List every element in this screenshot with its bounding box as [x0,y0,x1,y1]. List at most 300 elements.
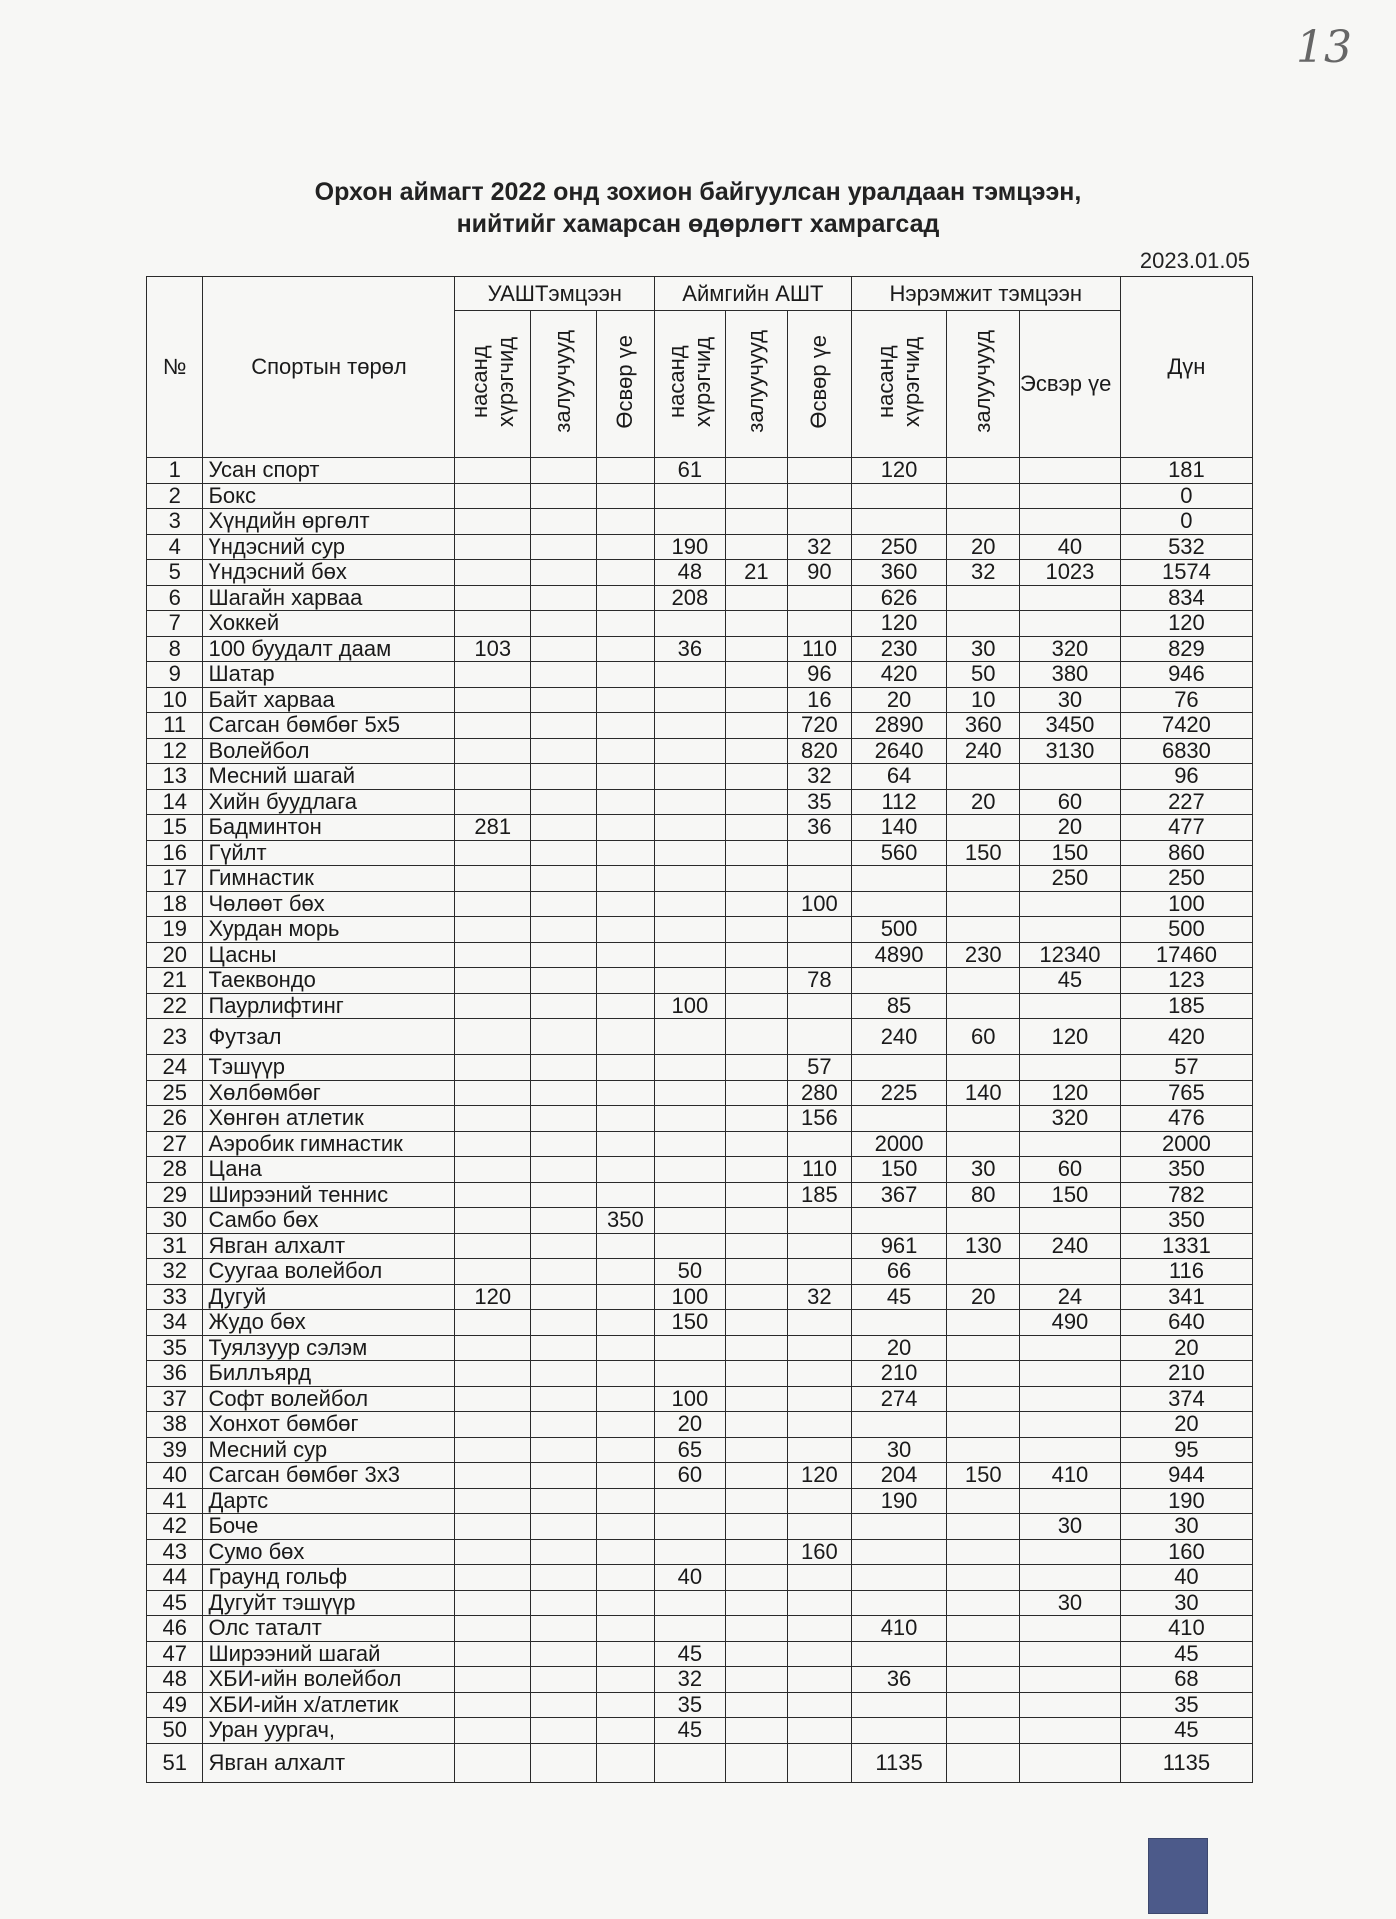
sport-name: Хоккей [203,611,455,637]
count-cell [788,585,852,611]
total-cell: 946 [1120,662,1252,688]
count-cell [655,687,726,713]
count-cell [851,1590,947,1616]
count-cell [596,1616,654,1642]
sport-name: Хөлбөмбөг [203,1080,455,1106]
count-cell: 140 [851,815,947,841]
count-cell [455,993,531,1019]
count-cell [725,1157,788,1183]
count-cell: 24 [1020,1284,1121,1310]
count-cell [455,1437,531,1463]
count-cell: 130 [947,1233,1020,1259]
count-cell [596,840,654,866]
total-cell: 210 [1120,1361,1252,1387]
count-cell [947,1539,1020,1565]
total-cell: 30 [1120,1590,1252,1616]
count-cell: 32 [788,534,852,560]
sport-name: Тэшүүр [203,1055,455,1081]
row-number: 51 [147,1743,203,1782]
sport-name: Сумо бөх [203,1539,455,1565]
count-cell [455,968,531,994]
count-cell: 45 [655,1641,726,1667]
header-number: № [147,277,203,458]
row-number: 29 [147,1182,203,1208]
count-cell [531,1131,597,1157]
table-row [147,1667,1253,1693]
count-cell [596,509,654,535]
count-cell [531,815,597,841]
count-cell [1020,1641,1121,1667]
count-cell [531,1463,597,1489]
count-cell [596,942,654,968]
count-cell [725,1386,788,1412]
count-cell [655,738,726,764]
count-cell [1020,917,1121,943]
document-title [0,176,1396,240]
count-cell: 45 [1020,968,1121,994]
count-cell [788,1310,852,1336]
sport-name: Граунд гольф [203,1565,455,1591]
sport-name: Бокс [203,483,455,509]
count-cell [531,585,597,611]
count-cell [851,968,947,994]
row-number: 19 [147,917,203,943]
count-cell [725,815,788,841]
count-cell [725,1590,788,1616]
sport-name: Хонхот бөмбөг [203,1412,455,1438]
count-cell [455,1590,531,1616]
table-row [147,1718,1253,1744]
count-cell [655,1616,726,1642]
count-cell: 150 [1020,840,1121,866]
count-cell: 32 [788,764,852,790]
sport-name: Ширээний шагай [203,1641,455,1667]
count-cell [947,917,1020,943]
count-cell [596,1437,654,1463]
sport-name: Таеквондо [203,968,455,994]
header-youth: залуучууд [531,311,597,458]
count-cell [455,1539,531,1565]
row-number: 14 [147,789,203,815]
sport-name: Явган алхалт [203,1743,455,1782]
count-cell [1020,1361,1121,1387]
total-cell: 45 [1120,1718,1252,1744]
count-cell [531,636,597,662]
count-cell [788,509,852,535]
count-cell [596,483,654,509]
count-cell [531,1019,597,1055]
count-cell [455,1718,531,1744]
count-cell: 48 [655,560,726,586]
header-adults: насанд хүрэгчид [851,311,947,458]
count-cell [725,1718,788,1744]
count-cell: 36 [655,636,726,662]
sport-name: Ширээний теннис [203,1182,455,1208]
count-cell [725,585,788,611]
count-cell [531,1182,597,1208]
count-cell [725,738,788,764]
count-cell: 2890 [851,713,947,739]
total-cell: 227 [1120,789,1252,815]
count-cell [947,1055,1020,1081]
count-cell [455,1208,531,1234]
count-cell [947,1106,1020,1132]
count-cell [655,1488,726,1514]
count-cell: 32 [655,1667,726,1693]
count-cell [531,509,597,535]
count-cell: 90 [788,560,852,586]
row-number: 8 [147,636,203,662]
sport-name: Усан спорт [203,458,455,484]
count-cell: 12340 [1020,942,1121,968]
count-cell [725,1641,788,1667]
total-cell: 7420 [1120,713,1252,739]
count-cell [531,1310,597,1336]
count-cell [596,1488,654,1514]
count-cell [1020,1539,1121,1565]
count-cell [531,1412,597,1438]
row-number: 27 [147,1131,203,1157]
count-cell: 150 [947,1463,1020,1489]
count-cell [1020,1208,1121,1234]
handwritten-page-number: 13 [1296,22,1352,73]
total-cell: 834 [1120,585,1252,611]
row-number: 37 [147,1386,203,1412]
count-cell [725,1259,788,1285]
count-cell [531,1565,597,1591]
count-cell [596,1157,654,1183]
header-total: Дүн [1120,277,1252,458]
count-cell [1020,1718,1121,1744]
table-row [147,1539,1253,1565]
count-cell [947,764,1020,790]
count-cell [455,866,531,892]
row-number: 6 [147,585,203,611]
count-cell: 281 [455,815,531,841]
sport-name: Олс таталт [203,1616,455,1642]
total-cell: 123 [1120,968,1252,994]
count-cell [596,815,654,841]
count-cell: 100 [788,891,852,917]
count-cell [725,1361,788,1387]
count-cell: 320 [1020,1106,1121,1132]
row-number: 7 [147,611,203,637]
row-number: 30 [147,1208,203,1234]
table-row [147,534,1253,560]
count-cell [1020,1743,1121,1782]
count-cell [851,891,947,917]
row-number: 23 [147,1019,203,1055]
count-cell [788,1412,852,1438]
count-cell [455,560,531,586]
count-cell [725,1692,788,1718]
count-cell [596,713,654,739]
count-cell: 30 [947,1157,1020,1183]
count-cell [725,1463,788,1489]
header-teens: Өсвөр үе [596,311,654,458]
count-cell [455,1667,531,1693]
count-cell [531,483,597,509]
count-cell [725,1437,788,1463]
count-cell: 112 [851,789,947,815]
count-cell [1020,1437,1121,1463]
row-number: 34 [147,1310,203,1336]
count-cell [725,1284,788,1310]
count-cell [596,1080,654,1106]
count-cell [655,866,726,892]
count-cell: 21 [725,560,788,586]
count-cell [851,1310,947,1336]
count-cell [455,1233,531,1259]
count-cell: 20 [655,1412,726,1438]
count-cell [655,483,726,509]
sport-name: Уран уургач, [203,1718,455,1744]
table-row [147,1412,1253,1438]
total-cell: 1135 [1120,1743,1252,1782]
table-row [147,1641,1253,1667]
table-row [147,968,1253,994]
header-teens: Эсвэр үе [1020,311,1121,458]
count-cell [788,1692,852,1718]
count-cell [947,509,1020,535]
document-date: 2023.01.05 [1139,248,1250,273]
count-cell [455,687,531,713]
table-body [147,458,1253,1783]
count-cell: 60 [1020,1157,1121,1183]
count-cell [725,942,788,968]
count-cell: 1135 [851,1743,947,1782]
table-row [147,687,1253,713]
row-number: 1 [147,458,203,484]
table-row [147,1310,1253,1336]
count-cell: 360 [947,713,1020,739]
count-cell: 225 [851,1080,947,1106]
count-cell [596,1539,654,1565]
total-cell: 374 [1120,1386,1252,1412]
total-cell: 410 [1120,1616,1252,1642]
table-row [147,1157,1253,1183]
row-number: 50 [147,1718,203,1744]
count-cell [455,1182,531,1208]
row-number: 44 [147,1565,203,1591]
count-cell [655,1055,726,1081]
count-cell [947,585,1020,611]
count-cell: 103 [455,636,531,662]
total-cell: 190 [1120,1488,1252,1514]
count-cell [455,483,531,509]
sport-name: Цасны [203,942,455,968]
count-cell: 150 [1020,1182,1121,1208]
count-cell [455,1310,531,1336]
count-cell [1020,611,1121,637]
count-cell: 16 [788,687,852,713]
count-cell [455,1019,531,1055]
total-cell: 20 [1120,1335,1252,1361]
count-cell [725,1182,788,1208]
table-row [147,1692,1253,1718]
count-cell: 120 [1020,1019,1121,1055]
count-cell [655,1080,726,1106]
count-cell [596,1565,654,1591]
total-cell: 116 [1120,1259,1252,1285]
title-line-1: Орхон аймагт 2022 онд зохион байгуулсан уралдаан тэмцээн, [314,178,1082,206]
count-cell: 30 [1020,1514,1121,1540]
total-cell: 17460 [1120,942,1252,968]
row-number: 22 [147,993,203,1019]
count-cell [531,789,597,815]
total-cell: 40 [1120,1565,1252,1591]
count-cell [1020,1565,1121,1591]
count-cell: 120 [851,611,947,637]
count-cell: 190 [655,534,726,560]
count-cell: 20 [947,1284,1020,1310]
total-cell: 500 [1120,917,1252,943]
count-cell [596,1259,654,1285]
count-cell [531,1284,597,1310]
count-cell [531,1335,597,1361]
sport-name: Хүндийн өргөлт [203,509,455,535]
count-cell [531,687,597,713]
count-cell [947,611,1020,637]
count-cell: 150 [851,1157,947,1183]
count-cell [947,1488,1020,1514]
count-cell [725,1106,788,1132]
total-cell: 95 [1120,1437,1252,1463]
row-number: 4 [147,534,203,560]
table-row [147,1463,1253,1489]
count-cell [947,1667,1020,1693]
table-row [147,1259,1253,1285]
count-cell [655,891,726,917]
count-cell [725,764,788,790]
count-cell [455,942,531,968]
count-cell: 150 [655,1310,726,1336]
count-cell [655,611,726,637]
count-cell [851,1412,947,1438]
row-number: 40 [147,1463,203,1489]
count-cell [531,560,597,586]
count-cell [851,1208,947,1234]
sport-name: Сагсан бөмбөг 3х3 [203,1463,455,1489]
count-cell [1020,1412,1121,1438]
sport-name: Суугаа волейбол [203,1259,455,1285]
count-cell [655,840,726,866]
count-cell [531,1488,597,1514]
total-cell: 765 [1120,1080,1252,1106]
count-cell: 66 [851,1259,947,1285]
count-cell [531,662,597,688]
count-cell: 280 [788,1080,852,1106]
count-cell: 150 [947,840,1020,866]
total-cell: 532 [1120,534,1252,560]
count-cell [788,1616,852,1642]
count-cell [596,585,654,611]
count-cell: 110 [788,636,852,662]
count-cell: 120 [1020,1080,1121,1106]
title-line-2: нийтийг хамарсан өдөрлөгт хамрагсад [456,210,940,238]
count-cell [788,1590,852,1616]
count-cell [455,1488,531,1514]
count-cell: 120 [851,458,947,484]
count-cell [655,1539,726,1565]
count-cell [947,1131,1020,1157]
count-cell: 20 [851,1335,947,1361]
count-cell [947,815,1020,841]
total-cell: 0 [1120,483,1252,509]
row-number: 24 [147,1055,203,1081]
sport-name: Футзал [203,1019,455,1055]
table-row [147,1590,1253,1616]
count-cell [725,1055,788,1081]
count-cell: 100 [655,1284,726,1310]
count-cell [1020,1259,1121,1285]
count-cell [655,1157,726,1183]
row-number: 12 [147,738,203,764]
count-cell [596,738,654,764]
table-row [147,1131,1253,1157]
count-cell: 3450 [1020,713,1121,739]
count-cell [455,534,531,560]
total-cell: 120 [1120,611,1252,637]
count-cell [531,1080,597,1106]
count-cell: 45 [851,1284,947,1310]
header-group-aimag: Аймгийн АШТ [655,277,852,311]
row-number: 36 [147,1361,203,1387]
count-cell [596,1718,654,1744]
count-cell: 274 [851,1386,947,1412]
count-cell [455,1463,531,1489]
count-cell [531,1259,597,1285]
row-number: 20 [147,942,203,968]
count-cell [531,1157,597,1183]
count-cell: 32 [788,1284,852,1310]
count-cell [1020,509,1121,535]
count-cell [1020,1667,1121,1693]
sport-name: Хурдан морь [203,917,455,943]
table-row [147,891,1253,917]
count-cell [531,1641,597,1667]
count-cell: 626 [851,585,947,611]
total-cell: 45 [1120,1641,1252,1667]
count-cell [947,1590,1020,1616]
sport-name: Явган алхалт [203,1233,455,1259]
count-cell [596,534,654,560]
count-cell: 4890 [851,942,947,968]
count-cell: 250 [851,534,947,560]
sport-name: 100 буудалт даам [203,636,455,662]
count-cell [947,968,1020,994]
count-cell: 230 [947,942,1020,968]
count-cell [725,1233,788,1259]
count-cell [788,866,852,892]
count-cell [788,1019,852,1055]
count-cell [531,1667,597,1693]
count-cell [455,611,531,637]
table-row [147,662,1253,688]
row-number: 10 [147,687,203,713]
count-cell [1020,1616,1121,1642]
count-cell [725,1019,788,1055]
total-cell: 477 [1120,815,1252,841]
count-cell: 720 [788,713,852,739]
count-cell [655,917,726,943]
count-cell [851,483,947,509]
table-row [147,1743,1253,1782]
count-cell [531,993,597,1019]
count-cell: 20 [851,687,947,713]
count-cell [1020,1335,1121,1361]
count-cell: 120 [455,1284,531,1310]
